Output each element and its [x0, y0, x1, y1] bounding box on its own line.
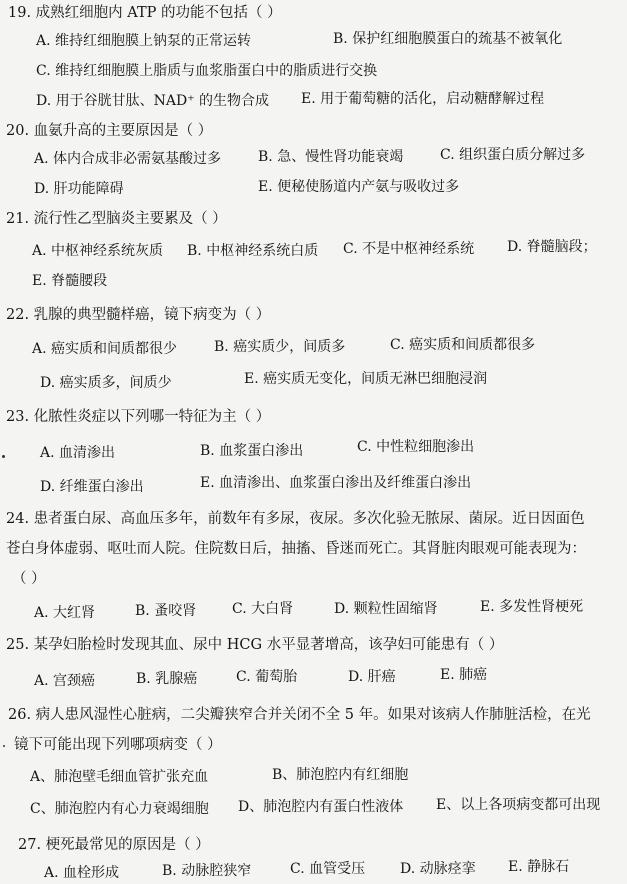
- option-b: B. 保护红细胞膜蛋白的巯基不被氧化: [333, 31, 563, 47]
- option-d: D、肺泡腔内有蛋白性液体: [238, 799, 404, 815]
- option-e: E. 用于葡萄糖的活化，启动糖酵解过程: [301, 91, 545, 107]
- question-stem-line: 24. 患者蛋白尿、高血压多年，前数年有多尿，夜尿。多次化验无脓尿、菌尿。近日因面色: [6, 511, 585, 527]
- option-a: A. 血栓形成: [44, 865, 120, 881]
- option-c: C. 组织蛋白质分解过多: [440, 147, 586, 163]
- question-stem: 19. 成熟红细胞内 ATP 的功能不包括（ ）: [8, 5, 282, 21]
- option-e: E. 脊髓腰段: [32, 273, 108, 289]
- option-a: A、肺泡壁毛细血管扩张充血: [30, 769, 209, 785]
- option-d: D. 肝功能障碍: [34, 181, 124, 197]
- scan-speck: [3, 745, 5, 747]
- question-stem: 21. 流行性乙型脑炎主要累及（ ）: [6, 211, 227, 227]
- option-b: B. 中枢神经系统白质: [187, 243, 319, 259]
- option-a: A. 癌实质和间质都很少: [32, 341, 178, 357]
- option-b: B. 蚤咬肾: [135, 603, 197, 619]
- option-c: C. 不是中枢神经系统: [343, 241, 475, 257]
- option-e: E. 癌实质无变化，间质无淋巴细胞浸润: [244, 371, 488, 387]
- option-c: C. 中性粒细胞渗出: [357, 439, 475, 455]
- question-stem: 20. 血氨升高的主要原因是（ ）: [6, 123, 213, 139]
- question-stem-line: 26. 病人患风湿性心脏病，二尖瓣狭窄合并关闭不全 5 年。如果对该病人作肺脏活检，在光: [8, 707, 591, 723]
- option-b: B. 癌实质少，间质多: [214, 339, 346, 355]
- option-a: A. 维持红细胞膜上钠泵的正常运转: [36, 33, 252, 49]
- option-b: B. 乳腺癌: [136, 671, 198, 687]
- question-stem: 22. 乳腺的典型髓样癌，镜下病变为（ ）: [6, 307, 271, 323]
- question-stem-line: 苍白身体虚弱、呕吐而人院。住院数日后，抽搐、昏迷而死亡。其肾脏肉眼观可能表现为：: [6, 541, 586, 557]
- option-c: C、肺泡腔内有心力衰竭细胞: [30, 801, 209, 817]
- option-d: D. 纤维蛋白渗出: [40, 479, 144, 495]
- option-c: C. 维持红细胞膜上脂质与血浆脂蛋白中的脂质进行交换: [36, 63, 378, 79]
- option-d: D. 肝癌: [348, 669, 396, 685]
- option-e: E. 静脉石: [508, 859, 570, 875]
- option-c: C. 血管受压: [290, 861, 366, 877]
- option-a: A. 中枢神经系统灰质: [32, 243, 164, 259]
- scan-speck: [2, 455, 5, 458]
- option-d: D. 脊髓脑段；: [507, 239, 597, 255]
- option-d: D. 用于谷胱甘肽、NAD⁺ 的生物合成: [36, 93, 270, 109]
- question-stem: 27. 梗死最常见的原因是（ ）: [18, 837, 210, 853]
- option-e: E、以上各项病变都可出现: [436, 797, 601, 813]
- question-stem: 25. 某孕妇胎检时发现其血、尿中 HCG 水平显著增高，该孕妇可能患有（ ）: [6, 637, 504, 653]
- option-e: E. 血清渗出、血浆蛋白渗出及纤维蛋白渗出: [200, 475, 472, 491]
- option-c: C. 癌实质和间质都很多: [390, 337, 536, 353]
- option-a: A. 宫颈癌: [34, 673, 96, 689]
- question-stem-line: （ ）: [12, 571, 46, 587]
- option-e: E. 多发性肾梗死: [480, 599, 584, 615]
- option-b: B. 急、慢性肾功能衰竭: [258, 149, 404, 165]
- option-b: B. 动脉腔狭窄: [162, 863, 252, 879]
- option-a: A. 血清渗出: [40, 445, 116, 461]
- option-e: E. 肺癌: [440, 667, 488, 683]
- option-d: D. 动脉痉挛: [400, 861, 476, 877]
- option-b: B. 血浆蛋白渗出: [200, 443, 304, 459]
- question-stem: 23. 化脓性炎症以下列哪一特征为主（ ）: [6, 409, 271, 425]
- option-c: C. 葡萄胎: [236, 669, 298, 685]
- question-stem-line: 镜下可能出现下列哪项病变（ ）: [14, 737, 222, 753]
- option-a: A. 大红肾: [34, 605, 96, 621]
- option-b: B、肺泡腔内有红细胞: [272, 767, 409, 783]
- option-d: D. 癌实质多，间质少: [40, 375, 172, 391]
- option-e: E. 便秘使肠道内产氨与吸收过多: [258, 179, 460, 195]
- option-d: D. 颗粒性固缩肾: [334, 601, 438, 617]
- option-c: C. 大白肾: [232, 601, 294, 617]
- option-a: A. 体内合成非必需氨基酸过多: [34, 151, 222, 167]
